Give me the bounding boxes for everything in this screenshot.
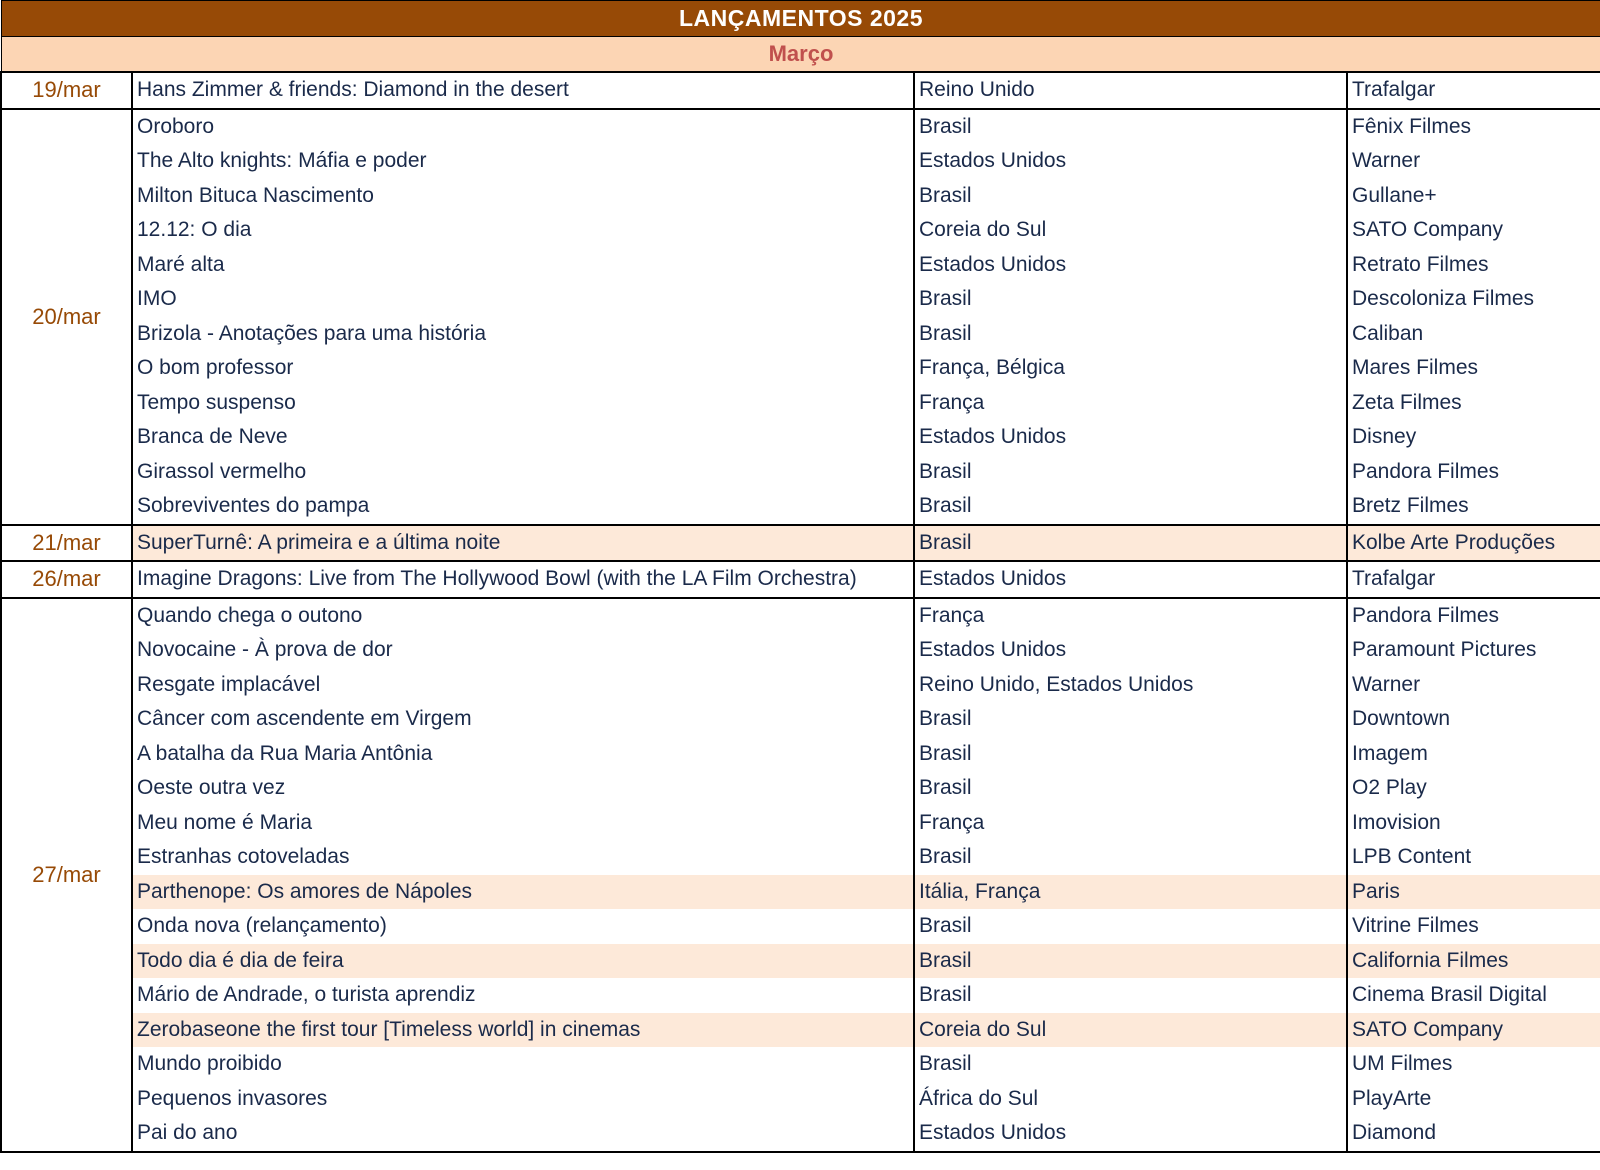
table-row (1, 840, 1600, 875)
distributor-cell: California Filmes (1347, 944, 1600, 979)
table-row (1, 489, 1600, 525)
film-title: SuperTurnê: A primeira e a última noite (132, 525, 914, 562)
releases-table-body (1, 1, 1600, 1152)
distributor-cell: Pandora Filmes (1347, 598, 1600, 634)
table-row (1, 1047, 1600, 1082)
country-cell: Estados Unidos (914, 248, 1347, 283)
table-row (1, 1013, 1600, 1048)
table-row (1, 525, 1600, 562)
table-row (1, 144, 1600, 179)
film-title: The Alto knights: Máfia e poder (132, 144, 914, 179)
distributor-cell: SATO Company (1347, 1013, 1600, 1048)
table-row (1, 633, 1600, 668)
film-title: 12.12: O dia (132, 213, 914, 248)
distributor-cell: Trafalgar (1347, 561, 1600, 598)
table-row (1, 109, 1600, 145)
film-title: Estranhas cotoveladas (132, 840, 914, 875)
country-cell: Itália, França (914, 875, 1347, 910)
film-title: Oroboro (132, 109, 914, 145)
distributor-cell: Vitrine Filmes (1347, 909, 1600, 944)
table-row (1, 213, 1600, 248)
film-title: Branca de Neve (132, 420, 914, 455)
table-row (1, 702, 1600, 737)
film-title: Parthenope: Os amores de Nápoles (132, 875, 914, 910)
release-date: 26/mar (1, 561, 132, 598)
table-row (1, 455, 1600, 490)
distributor-cell: PlayArte (1347, 1082, 1600, 1117)
table-row (1, 248, 1600, 283)
film-title: Meu nome é Maria (132, 806, 914, 841)
distributor-cell: Kolbe Arte Produções (1347, 525, 1600, 562)
country-cell: França (914, 386, 1347, 421)
distributor-cell: Imovision (1347, 806, 1600, 841)
distributor-cell: SATO Company (1347, 213, 1600, 248)
film-title: O bom professor (132, 351, 914, 386)
distributor-cell: Gullane+ (1347, 179, 1600, 214)
table-row (1, 668, 1600, 703)
film-title: Onda nova (relançamento) (132, 909, 914, 944)
country-cell: Coreia do Sul (914, 1013, 1347, 1048)
country-cell: Estados Unidos (914, 420, 1347, 455)
distributor-cell: O2 Play (1347, 771, 1600, 806)
country-cell: Brasil (914, 944, 1347, 979)
distributor-cell: LPB Content (1347, 840, 1600, 875)
table-row (1, 944, 1600, 979)
distributor-cell: Paris (1347, 875, 1600, 910)
country-cell: Estados Unidos (914, 561, 1347, 598)
film-title: Sobreviventes do pampa (132, 489, 914, 525)
country-cell: Brasil (914, 489, 1347, 525)
distributor-cell: Retrato Filmes (1347, 248, 1600, 283)
country-cell: Brasil (914, 771, 1347, 806)
table-row (1, 771, 1600, 806)
table-row (1, 420, 1600, 455)
table-row (1, 875, 1600, 910)
distributor-cell: UM Filmes (1347, 1047, 1600, 1082)
film-title: Quando chega o outono (132, 598, 914, 634)
country-cell: Brasil (914, 455, 1347, 490)
sheet-title: LANÇAMENTOS 2025 (1, 1, 1600, 37)
table-row (1, 317, 1600, 352)
month-row (1, 36, 1600, 72)
country-cell: Coreia do Sul (914, 213, 1347, 248)
country-cell: Brasil (914, 317, 1347, 352)
distributor-cell: Trafalgar (1347, 72, 1600, 109)
table-row (1, 72, 1600, 109)
film-title: Todo dia é dia de feira (132, 944, 914, 979)
country-cell: Brasil (914, 282, 1347, 317)
distributor-cell: Caliban (1347, 317, 1600, 352)
table-row (1, 1116, 1600, 1152)
distributor-cell: Fênix Filmes (1347, 109, 1600, 145)
film-title: Tempo suspenso (132, 386, 914, 421)
film-title: Imagine Dragons: Live from The Hollywood Bowl (with the LA Film Orchestra) (132, 561, 914, 598)
film-title: Girassol vermelho (132, 455, 914, 490)
distributor-cell: Diamond (1347, 1116, 1600, 1152)
release-date: 19/mar (1, 72, 132, 109)
film-title: A batalha da Rua Maria Antônia (132, 737, 914, 772)
film-title: Brizola - Anotações para uma história (132, 317, 914, 352)
country-cell: Brasil (914, 109, 1347, 145)
country-cell: Brasil (914, 179, 1347, 214)
film-title: Mundo proibido (132, 1047, 914, 1082)
table-row (1, 386, 1600, 421)
country-cell: Reino Unido (914, 72, 1347, 109)
film-title: Pequenos invasores (132, 1082, 914, 1117)
distributor-cell: Bretz Filmes (1347, 489, 1600, 525)
table-row (1, 282, 1600, 317)
country-cell: Brasil (914, 737, 1347, 772)
film-title: Maré alta (132, 248, 914, 283)
table-row (1, 179, 1600, 214)
distributor-cell: Mares Filmes (1347, 351, 1600, 386)
distributor-cell: Descoloniza Filmes (1347, 282, 1600, 317)
film-title: Pai do ano (132, 1116, 914, 1152)
table-row (1, 598, 1600, 634)
film-title: Milton Bituca Nascimento (132, 179, 914, 214)
film-title: Oeste outra vez (132, 771, 914, 806)
table-row (1, 351, 1600, 386)
distributor-cell: Warner (1347, 668, 1600, 703)
country-cell: França (914, 598, 1347, 634)
table-row (1, 909, 1600, 944)
film-title: Mário de Andrade, o turista aprendiz (132, 978, 914, 1013)
country-cell: Brasil (914, 525, 1347, 562)
distributor-cell: Warner (1347, 144, 1600, 179)
distributor-cell: Paramount Pictures (1347, 633, 1600, 668)
country-cell: Estados Unidos (914, 144, 1347, 179)
country-cell: Estados Unidos (914, 1116, 1347, 1152)
country-cell: África do Sul (914, 1082, 1347, 1117)
film-title: IMO (132, 282, 914, 317)
country-cell: Brasil (914, 978, 1347, 1013)
film-title: Resgate implacável (132, 668, 914, 703)
month-label: Março (1, 36, 1600, 72)
table-row (1, 978, 1600, 1013)
distributor-cell: Pandora Filmes (1347, 455, 1600, 490)
release-date: 27/mar (1, 598, 132, 1152)
film-title: Hans Zimmer & friends: Diamond in the desert (132, 72, 914, 109)
film-title: Novocaine - À prova de dor (132, 633, 914, 668)
distributor-cell: Downtown (1347, 702, 1600, 737)
country-cell: Estados Unidos (914, 633, 1347, 668)
distributor-cell: Cinema Brasil Digital (1347, 978, 1600, 1013)
country-cell: Brasil (914, 909, 1347, 944)
country-cell: Brasil (914, 1047, 1347, 1082)
title-row (1, 1, 1600, 37)
table-row (1, 806, 1600, 841)
distributor-cell: Zeta Filmes (1347, 386, 1600, 421)
table-row (1, 1082, 1600, 1117)
distributor-cell: Disney (1347, 420, 1600, 455)
country-cell: Brasil (914, 840, 1347, 875)
distributor-cell: Imagem (1347, 737, 1600, 772)
country-cell: França (914, 806, 1347, 841)
film-title: Zerobaseone the first tour [Timeless world] in cinemas (132, 1013, 914, 1048)
country-cell: França, Bélgica (914, 351, 1347, 386)
release-date: 20/mar (1, 109, 132, 525)
table-row (1, 561, 1600, 598)
country-cell: Brasil (914, 702, 1347, 737)
film-title: Câncer com ascendente em Virgem (132, 702, 914, 737)
release-date: 21/mar (1, 525, 132, 562)
country-cell: Reino Unido, Estados Unidos (914, 668, 1347, 703)
table-row (1, 737, 1600, 772)
